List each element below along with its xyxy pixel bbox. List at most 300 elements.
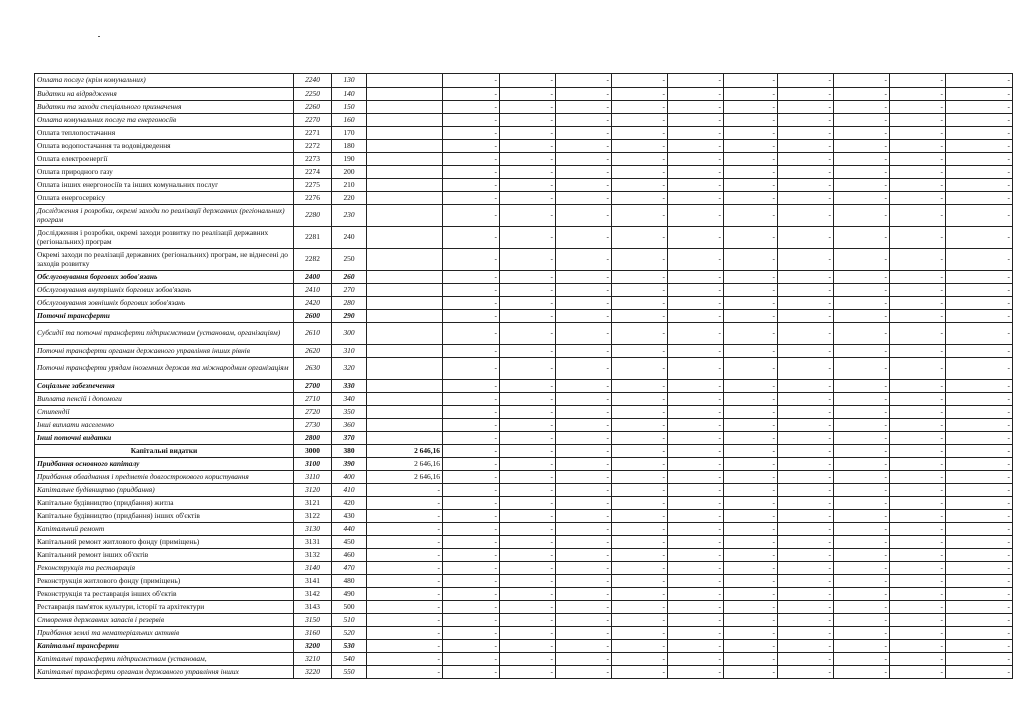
value-cell: - [443,497,500,510]
kekv-code: 2271 [294,127,332,140]
row-label: Інші поточні видатки [35,432,294,445]
value-cell: - [612,523,668,536]
value-cell: - [500,140,556,153]
value-cell: - [500,432,556,445]
value-cell: 2 646,16 [367,445,443,458]
value-cell: - [668,627,724,640]
value-cell: - [890,166,946,179]
value-cell: - [500,380,556,393]
value-cell: - [890,323,946,345]
row-label: Оплата інших енергоносіїв та інших комунальних послуг [35,179,294,192]
value-cell: - [443,432,500,445]
value-cell: - [946,536,1013,549]
kekv-code: 2610 [294,323,332,345]
value-cell: - [890,140,946,153]
value-cell: - [946,601,1013,614]
value-cell: - [890,510,946,523]
value-cell: - [443,458,500,471]
value-cell: - [556,497,612,510]
value-cell: - [500,653,556,666]
value-cell: - [668,271,724,284]
value-cell: - [778,640,834,653]
value-cell: - [890,419,946,432]
value-cell: - [367,588,443,601]
row-code: 360 [332,419,367,432]
kekv-code: 3100 [294,458,332,471]
value-cell: - [556,536,612,549]
value-cell: - [612,153,668,166]
value-cell: - [778,88,834,101]
table-row [35,358,1013,380]
kekv-code: 3140 [294,562,332,575]
value-cell: - [778,74,834,88]
value-cell: - [834,380,890,393]
value-cell: - [556,458,612,471]
value-cell: - [500,549,556,562]
value-cell: - [556,284,612,297]
value-cell: - [668,297,724,310]
value-cell [367,179,443,192]
row-code: 480 [332,575,367,588]
row-code: 370 [332,432,367,445]
value-cell: - [612,406,668,419]
value-cell: - [890,575,946,588]
value-cell: - [778,497,834,510]
value-cell: - [556,127,612,140]
value-cell: - [890,101,946,114]
value-cell: - [834,127,890,140]
value-cell: - [612,653,668,666]
value-cell: - [556,575,612,588]
value-cell: - [443,406,500,419]
value-cell: - [668,205,724,227]
value-cell: - [443,179,500,192]
value-cell: - [724,114,778,127]
value-cell [367,153,443,166]
row-label: Поточні трансферти урядам іноземних держав та міжнародним організаціям [35,358,294,380]
value-cell: - [724,432,778,445]
value-cell: - [612,310,668,323]
table-row [35,601,1013,614]
value-cell: - [443,101,500,114]
row-label: Капітальне будівництво (придбання) [35,484,294,497]
value-cell: - [668,114,724,127]
value-cell: - [500,458,556,471]
value-cell: - [612,497,668,510]
value-cell: - [890,627,946,640]
value-cell: - [946,358,1013,380]
row-code: 330 [332,380,367,393]
value-cell: - [834,74,890,88]
value-cell: - [556,523,612,536]
value-cell: - [556,227,612,249]
value-cell: - [946,310,1013,323]
value-cell: - [946,666,1013,679]
row-label: Реставрація пам'яток культури, історії та архітектури [35,601,294,614]
value-cell: - [946,627,1013,640]
value-cell: - [724,575,778,588]
row-code: 550 [332,666,367,679]
table-row [35,323,1013,345]
table-row [35,588,1013,601]
row-code: 350 [332,406,367,419]
row-label: Виплата пенсій і допомоги [35,393,294,406]
value-cell: - [778,445,834,458]
table-row [35,575,1013,588]
value-cell: - [778,323,834,345]
value-cell: - [946,380,1013,393]
value-cell: - [443,380,500,393]
value-cell: - [890,666,946,679]
value-cell: - [500,575,556,588]
row-code: 220 [332,192,367,205]
table-row [35,153,1013,166]
value-cell: - [890,380,946,393]
value-cell: - [724,549,778,562]
value-cell: - [834,666,890,679]
value-cell: - [724,271,778,284]
row-code: 270 [332,284,367,297]
value-cell: - [946,227,1013,249]
value-cell: - [946,432,1013,445]
value-cell: - [556,297,612,310]
value-cell: - [890,432,946,445]
value-cell: - [556,419,612,432]
value-cell: - [834,549,890,562]
value-cell: - [556,471,612,484]
kekv-code: 3141 [294,575,332,588]
value-cell: - [946,127,1013,140]
kekv-code: 2720 [294,406,332,419]
kekv-code: 3143 [294,601,332,614]
row-code: 470 [332,562,367,575]
value-cell [367,205,443,227]
value-cell [367,227,443,249]
value-cell: - [890,88,946,101]
kekv-code: 2281 [294,227,332,249]
value-cell [367,166,443,179]
value-cell: - [834,227,890,249]
kekv-code: 3220 [294,666,332,679]
value-cell: - [834,140,890,153]
value-cell: - [946,140,1013,153]
value-cell: - [612,432,668,445]
value-cell: - [500,358,556,380]
row-code: 390 [332,458,367,471]
table-row [35,406,1013,419]
value-cell: - [724,140,778,153]
row-code: 190 [332,153,367,166]
value-cell: - [724,358,778,380]
value-cell: - [778,510,834,523]
value-cell [367,101,443,114]
row-code: 320 [332,358,367,380]
kekv-code: 3130 [294,523,332,536]
value-cell: - [612,323,668,345]
value-cell [367,297,443,310]
value-cell: - [668,575,724,588]
value-cell: - [500,536,556,549]
value-cell: - [443,345,500,358]
value-cell: - [668,153,724,166]
value-cell: - [724,497,778,510]
row-code: 160 [332,114,367,127]
value-cell [367,380,443,393]
value-cell: - [778,205,834,227]
value-cell: - [612,393,668,406]
value-cell: - [834,562,890,575]
value-cell: - [612,271,668,284]
value-cell [367,271,443,284]
value-cell: - [946,497,1013,510]
value-cell: - [612,588,668,601]
value-cell: - [443,249,500,271]
table-row [35,271,1013,284]
value-cell: - [778,345,834,358]
value-cell: - [946,653,1013,666]
value-cell: - [834,88,890,101]
value-cell: - [500,523,556,536]
table-row [35,166,1013,179]
value-cell [367,358,443,380]
value-cell: - [778,380,834,393]
kekv-code: 2260 [294,101,332,114]
kekv-code: 3000 [294,445,332,458]
value-cell: - [668,497,724,510]
row-code: 130 [332,74,367,88]
row-code: 290 [332,310,367,323]
value-cell: - [500,166,556,179]
row-label: Обслуговування зовнішніх боргових зобов'язань [35,297,294,310]
kekv-code: 3132 [294,549,332,562]
value-cell: - [724,310,778,323]
value-cell: - [724,284,778,297]
value-cell: - [668,549,724,562]
value-cell: - [612,458,668,471]
value-cell [367,310,443,323]
value-cell: - [778,653,834,666]
row-label: Капітальний ремонт інших об'єктів [35,549,294,562]
value-cell: - [556,345,612,358]
value-cell: - [724,666,778,679]
value-cell: - [778,627,834,640]
value-cell: - [724,471,778,484]
value-cell: - [778,179,834,192]
value-cell: - [500,297,556,310]
value-cell: - [612,510,668,523]
table-row [35,614,1013,627]
value-cell: - [443,74,500,88]
value-cell: - [556,192,612,205]
row-label: Придбання землі та нематеріальних активів [35,627,294,640]
value-cell [367,192,443,205]
value-cell: - [890,523,946,536]
value-cell: - [946,562,1013,575]
value-cell [367,406,443,419]
row-code: 230 [332,205,367,227]
value-cell: - [946,284,1013,297]
value-cell: - [890,406,946,419]
kekv-code: 2730 [294,419,332,432]
value-cell: - [556,271,612,284]
value-cell: - [724,419,778,432]
value-cell: - [834,153,890,166]
table-row [35,458,1013,471]
value-cell: - [890,310,946,323]
row-code: 310 [332,345,367,358]
value-cell: - [724,445,778,458]
value-cell: - [367,497,443,510]
row-code: 150 [332,101,367,114]
value-cell: - [834,249,890,271]
row-label: Видатки та заходи спеціального призначення [35,101,294,114]
table-row [35,640,1013,653]
value-cell: - [946,393,1013,406]
value-cell: - [724,653,778,666]
row-label: Обслуговування боргових зобов'язань [35,271,294,284]
table-row [35,549,1013,562]
value-cell: - [443,323,500,345]
value-cell: - [834,432,890,445]
value-cell: - [556,205,612,227]
value-cell: - [443,549,500,562]
value-cell: - [443,88,500,101]
value-cell: - [946,179,1013,192]
value-cell: - [834,406,890,419]
value-cell: - [443,536,500,549]
value-cell: - [443,127,500,140]
value-cell: - [612,484,668,497]
value-cell: - [778,271,834,284]
row-label: Стипендії [35,406,294,419]
row-label: Поточні трансферти органам державного управління інших рівнів [35,345,294,358]
value-cell: - [834,458,890,471]
value-cell: - [500,205,556,227]
value-cell: - [946,192,1013,205]
value-cell: - [668,432,724,445]
value-cell: - [500,249,556,271]
value-cell: - [556,601,612,614]
value-cell: - [834,536,890,549]
value-cell: - [612,601,668,614]
row-code: 180 [332,140,367,153]
row-code: 210 [332,179,367,192]
value-cell: - [778,666,834,679]
value-cell: - [834,510,890,523]
table-row [35,653,1013,666]
value-cell: - [612,179,668,192]
table-row [35,249,1013,271]
row-label: Реконструкція та реставрація [35,562,294,575]
value-cell: - [443,523,500,536]
kekv-code: 3200 [294,640,332,653]
value-cell: - [724,380,778,393]
value-cell: - [778,471,834,484]
value-cell: 2 646,16 [367,471,443,484]
value-cell: - [834,575,890,588]
kekv-code: 2800 [294,432,332,445]
value-cell: - [500,588,556,601]
value-cell: - [724,205,778,227]
value-cell: - [946,323,1013,345]
value-cell: - [834,601,890,614]
table-row [35,88,1013,101]
value-cell: - [890,601,946,614]
value-cell: - [946,575,1013,588]
value-cell: - [668,666,724,679]
value-cell: - [834,445,890,458]
value-cell: - [668,140,724,153]
value-cell: - [556,179,612,192]
value-cell: - [946,614,1013,627]
value-cell: - [556,406,612,419]
value-cell: - [500,484,556,497]
value-cell: - [724,536,778,549]
row-code: 520 [332,627,367,640]
value-cell: - [724,179,778,192]
value-cell: - [612,127,668,140]
row-label: Придбання основного капіталу [35,458,294,471]
value-cell: - [668,380,724,393]
kekv-code: 2410 [294,284,332,297]
value-cell: - [724,153,778,166]
value-cell: - [443,284,500,297]
value-cell: - [668,419,724,432]
value-cell: - [556,588,612,601]
value-cell: - [668,406,724,419]
value-cell: - [612,640,668,653]
value-cell: - [443,393,500,406]
value-cell: - [946,74,1013,88]
value-cell: - [778,284,834,297]
value-cell: - [556,153,612,166]
value-cell: - [946,549,1013,562]
value-cell: - [668,458,724,471]
row-label: Капітальні видатки [35,445,294,458]
value-cell: - [834,310,890,323]
row-label: Створення державних запасів і резервів [35,614,294,627]
row-label: Окремі заходи по реалізації державних (регіональних) програм, не віднесені до заходів розвитку [35,249,294,271]
value-cell: - [724,393,778,406]
value-cell: - [612,114,668,127]
value-cell: - [500,419,556,432]
value-cell: - [834,271,890,284]
row-code: 460 [332,549,367,562]
scan-speck [98,36,100,37]
value-cell: - [367,601,443,614]
value-cell: - [778,101,834,114]
value-cell: - [834,471,890,484]
value-cell: - [367,614,443,627]
value-cell: - [367,523,443,536]
value-cell: - [500,614,556,627]
value-cell: - [443,562,500,575]
value-cell: - [500,192,556,205]
value-cell: - [834,179,890,192]
value-cell: - [556,358,612,380]
row-label: Оплата водопостачання та водовідведення [35,140,294,153]
value-cell: - [834,297,890,310]
row-label: Обслуговування внутрішніх боргових зобов'язань [35,284,294,297]
value-cell: - [834,114,890,127]
value-cell: - [946,88,1013,101]
value-cell: - [500,74,556,88]
value-cell: - [778,536,834,549]
value-cell: - [890,445,946,458]
value-cell: - [500,510,556,523]
row-code: 300 [332,323,367,345]
value-cell: - [443,205,500,227]
